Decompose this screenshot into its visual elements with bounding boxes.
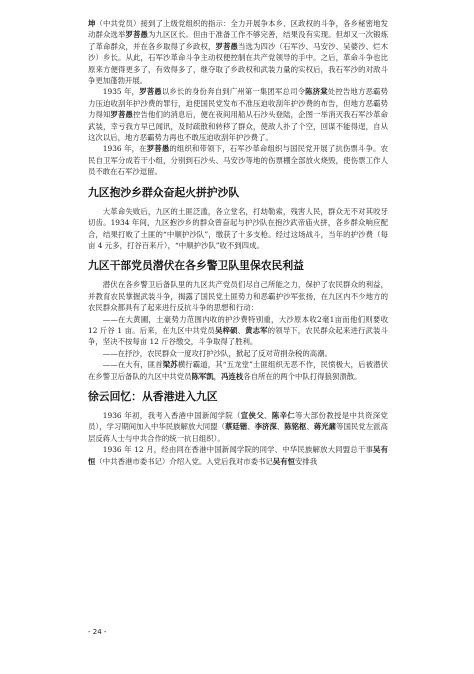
paragraph-xuyun-1936-dec	[88, 444, 388, 467]
section-heading-baosha: 九区抱沙乡群众奋起火拼护沙队	[88, 185, 240, 199]
paragraph-xuyun-1936-early	[88, 410, 388, 444]
bold-name: 冯连枝	[221, 371, 244, 381]
text-run: 、	[306, 422, 314, 432]
text-run: ——在大黄圃，土豪势力范围内收的护沙费特别重，大沙原本收2毫1亩而他们则要收 12 斤谷 1 亩。后来，在九区中共党员	[88, 314, 388, 335]
paragraph-intro	[88, 18, 388, 86]
text-run: 的领导下，农民群众起来进行武装斗争，坚决不按每亩 12 斤谷缴交，斗争取得了胜利。	[88, 325, 388, 347]
text-run: ——在大有，匪首	[102, 360, 163, 370]
bold-name: 罗菩愚	[125, 30, 149, 40]
section-heading-xuyun: 徐云回忆：从香港进入九区	[88, 389, 218, 403]
bold-name: 坤	[88, 19, 96, 28]
text-run: 大革命失败后，九区的土匪泛滥，各立堂名，打劫勒索，残害人民，群众无不对其咬牙切齿。1934 年间，九区抱沙乡的群众曾奋起与护沙队在抱沙武帝庙火拼，各乡群众响应配合，结果打败了土匪的“中顺护沙队”，缴获了十多支枪。经过这场战斗，当年的护沙费（每亩 4 元多，打谷百来斤），“中顺护沙队”收不到四成。	[88, 206, 388, 250]
text-run: 、	[276, 422, 285, 432]
bold-name: 罗菩愚	[146, 144, 170, 154]
bold-name: 罗菩愚	[215, 41, 239, 51]
bold-name: 陈铭枢	[284, 422, 307, 432]
paragraph-1935	[88, 86, 388, 143]
paragraph-dayou	[88, 359, 388, 382]
text-run: 潜伏在各乡警卫后备队里的九区共产党员们尽自己所能之力，保护了农民群众的利益，并教育农民掌握武装斗争，揭露了国民党土匪势力和恶霸护沙军张扬，在九区内不少地方的农民群众都具有了起来进行反抗斗争的思想和行动：	[88, 280, 388, 313]
bold-name: 蔡廷锴	[224, 422, 248, 432]
text-run: ——在抒沙，农民群众一度攻打护沙队，掀起了反对苛捐杂税的高潮。	[102, 348, 332, 358]
text-run: 、	[237, 325, 246, 335]
text-run: 、	[247, 422, 255, 432]
text-run: 、	[264, 410, 272, 420]
page-number: - 24 -	[88, 628, 107, 636]
page-content	[88, 18, 388, 467]
bold-name: 黄志军	[245, 325, 268, 335]
paragraph-dahuangpu	[88, 314, 388, 348]
text-run: 为九区区长。但由于准备工作不够完善，结果没有实现。但却又一次锻炼了革命群众，并在各乡取得了乡政权，	[88, 30, 388, 51]
bold-name: 梁苏	[162, 360, 178, 370]
text-run: 各自所在的两个中队打得狼狈溃散。	[243, 371, 362, 381]
section-heading-qianfu: 九区干部党员潜伏在各乡警卫队里保农民利益	[88, 259, 304, 273]
text-run: 以乡长的身份奔自到广州第一集团军总司令	[161, 87, 306, 97]
paragraph-baosha	[88, 206, 388, 252]
bold-name: 宣侠父	[240, 410, 265, 420]
bold-name: 陈济棠	[305, 87, 328, 97]
text-run: （中共党员）接到了上级党组织的指示：全力开展争本乡、区政权的斗争，各乡秘密地发动群众选举	[88, 19, 388, 40]
bold-name: 罗菩愚	[110, 110, 134, 120]
bold-name: 陈辛仁	[271, 410, 296, 420]
text-run: 安排我	[294, 456, 318, 466]
bold-name: 李济深	[254, 422, 277, 432]
bold-name: 吴有恒	[272, 456, 295, 466]
text-run: 等国民党左派高层反蒋人士与中共合作的统一抗日组织）。	[88, 422, 388, 443]
text-run: 控告他们的消息后，便在夜间用船从石沙头登陆，企图一举消灭我石军沙革命武装，幸亏我方早已闻讯，及时疏散和转移了群众，使敌人扑了个空，回谋不能得逞，自从这次以后，地方恶霸势力再也不敢压迫收刮年护沙费了。	[88, 110, 388, 143]
text-run: 当选为四沙（石军沙、马安沙、吴婆沙、烂木沙）乡长。从此，石军沙革命斗争主动权便控制在共产党领导的手中。之后，革命斗争也比原来方便得更多了，有效得多了，继夺取了乡政权和武装力量的实权后，我石军沙的对敌斗争更加蓬勃开展。	[88, 41, 388, 86]
text-run: 1935 年，	[102, 87, 140, 97]
paragraph-shusha	[88, 348, 388, 359]
text-run: 的组织和带领下，石军沙革命组织与国民党开展了抗伤票斗争。农民自卫军分成若干小组，分别到石沙头、马安沙等地的伤票棚全部放火烧毁，使伤票工作人员不敢在石军沙逗留。	[88, 144, 388, 177]
bold-name: 吴有恒	[88, 445, 388, 466]
text-run: （中共香港市委书记）介绍入党。入党后我对市委书记	[95, 456, 273, 466]
text-run: 1936 年，在	[102, 144, 147, 154]
text-run: ，	[213, 371, 222, 381]
paragraph-qianfu	[88, 279, 388, 313]
bold-name: 吴梓硕	[214, 325, 238, 335]
bold-name: 罗菩愚	[139, 87, 162, 97]
bold-name: 蒋光鼐	[313, 422, 337, 432]
text-run: 1936 年初，我考入香港中国新闻学院（	[102, 410, 241, 420]
paragraph-1936	[88, 143, 388, 177]
text-run: 等大部份教授是中共资深党员），学习期间加入中华民族解放大同盟（	[88, 410, 388, 432]
bold-name: 陈军凯	[191, 371, 214, 381]
text-run: 处控告地方恶霸势力压迫收刮年护沙费的罪行，迫使国民党发布不准压迫收刮年护沙费的布告，但地方恶霸势力得知	[88, 87, 388, 120]
text-run: 1936 年 12 月，经由同在香港中国新闻学院的同学、中华民族解放大同盟总干事	[102, 445, 374, 455]
text-run: 横行霸道，其“五龙堂”土匪组织无恶不作，民愤极大，后被潜伏在乡警卫后备队的九区中共党员	[88, 360, 388, 381]
